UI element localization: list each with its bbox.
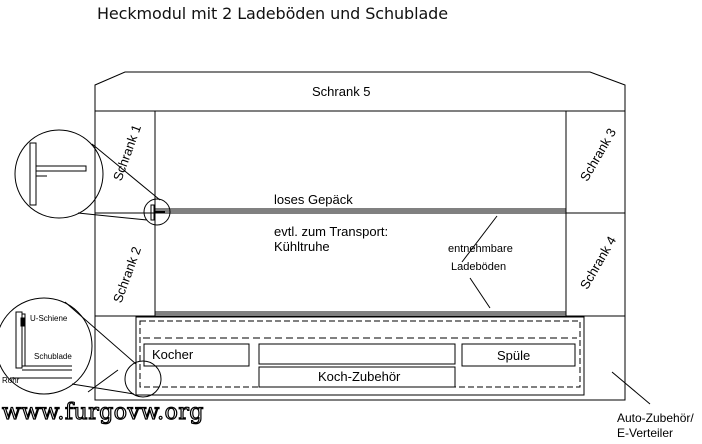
label-auto-line1: Auto-Zubehör/ — [617, 411, 694, 425]
label-transport-line2: Kühltruhe — [274, 239, 330, 254]
watermark-text: www.furgovw.org — [2, 400, 205, 425]
detail-connector-2a — [65, 302, 136, 364]
u-rail-marker — [21, 318, 25, 326]
label-shelves-line1: entnehmbare — [448, 243, 513, 255]
middle-box — [259, 344, 455, 364]
auto-note-pointer — [612, 372, 650, 404]
label-auto-line2: E-Verteiler — [617, 426, 674, 440]
label-schrank-1: Schrank 1 — [109, 122, 145, 183]
label-schrank-2: Schrank 2 — [109, 244, 145, 305]
detail-bracket-vertical — [30, 143, 36, 205]
label-schrank-4: Schrank 4 — [576, 233, 620, 292]
label-schublade: Schublade — [34, 352, 72, 361]
label-loose-luggage: loses Gepäck — [274, 192, 353, 207]
label-schrank-5: Schrank 5 — [312, 84, 371, 99]
label-transport-line1: evtl. zum Transport: — [274, 224, 389, 239]
shelf-pointer-2 — [470, 278, 490, 308]
label-shelves-line2: Ladeböden — [451, 261, 507, 273]
label-koch-zubehoer: Koch-Zubehör — [318, 369, 401, 384]
label-kocher: Kocher — [152, 347, 194, 362]
label-spuele: Spüle — [497, 348, 531, 363]
detail-marker-2 — [125, 361, 161, 397]
detail-circle-1 — [15, 130, 103, 218]
diagram-title: Heckmodul mit 2 Ladeböden und Schublade — [97, 4, 448, 23]
label-rohr: Rohr — [2, 376, 20, 385]
detail-bracket-shelf — [36, 166, 86, 171]
label-u-schiene: U-Schiene — [30, 314, 68, 323]
detail-connector-1b — [78, 213, 147, 220]
label-schrank-3: Schrank 3 — [576, 125, 620, 184]
detail-connector-2b — [72, 384, 134, 394]
